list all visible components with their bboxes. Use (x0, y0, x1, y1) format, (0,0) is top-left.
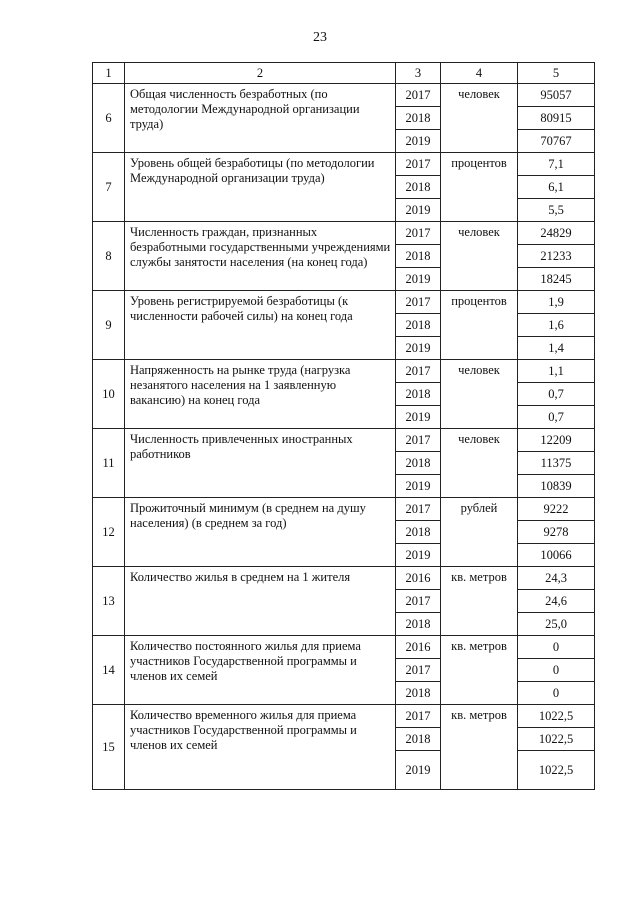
row-number: 14 (93, 636, 125, 705)
page-number: 23 (313, 30, 327, 45)
value-cell: 9278 (518, 521, 595, 544)
value-cell: 11375 (518, 452, 595, 475)
year-cell: 2019 (396, 268, 441, 291)
row-number: 7 (93, 153, 125, 222)
unit-cell: человек (441, 360, 518, 429)
year-cell: 2016 (396, 636, 441, 659)
indicator-name: Численность привлеченных иностранных работников (125, 429, 396, 498)
year-cell: 2017 (396, 360, 441, 383)
row-number: 9 (93, 291, 125, 360)
table-row (93, 705, 595, 728)
row-number: 13 (93, 567, 125, 636)
value-cell: 24829 (518, 222, 595, 245)
table-body (93, 63, 595, 790)
row-number: 8 (93, 222, 125, 291)
value-cell: 0,7 (518, 383, 595, 406)
row-number: 6 (93, 84, 125, 153)
year-cell: 2018 (396, 521, 441, 544)
year-cell: 2016 (396, 567, 441, 590)
value-cell: 6,1 (518, 176, 595, 199)
header-col-1: 1 (93, 63, 125, 84)
value-cell: 70767 (518, 130, 595, 153)
value-cell: 1022,5 (518, 728, 595, 751)
value-cell: 9222 (518, 498, 595, 521)
indicator-name: Количество постоянного жилья для приема участников Государственной программы и членов их семей (125, 636, 396, 705)
indicator-name: Общая численность безработных (по методологии Международной организации труда) (125, 84, 396, 153)
value-cell: 95057 (518, 84, 595, 107)
table-row (93, 429, 595, 452)
year-cell: 2018 (396, 176, 441, 199)
table-row (93, 498, 595, 521)
value-cell: 24,3 (518, 567, 595, 590)
year-cell: 2019 (396, 475, 441, 498)
value-cell: 25,0 (518, 613, 595, 636)
year-cell: 2019 (396, 130, 441, 153)
header-col-2: 2 (125, 63, 396, 84)
value-cell: 1,1 (518, 360, 595, 383)
table-row (93, 222, 595, 245)
header-col-3: 3 (396, 63, 441, 84)
value-cell: 5,5 (518, 199, 595, 222)
header-col-4: 4 (441, 63, 518, 84)
year-cell: 2017 (396, 498, 441, 521)
value-cell: 80915 (518, 107, 595, 130)
unit-cell: кв. метров (441, 567, 518, 636)
table-header-row (93, 63, 595, 84)
year-cell: 2019 (396, 406, 441, 429)
table-row (93, 567, 595, 590)
row-number: 15 (93, 705, 125, 790)
indicator-name: Численность граждан, признанных безработными государственными учреждениями службы занятости населения (на конец года) (125, 222, 396, 291)
indicator-name: Количество временного жилья для приема участников Государственной программы и членов их семей (125, 705, 396, 790)
value-cell: 1,9 (518, 291, 595, 314)
unit-cell: человек (441, 429, 518, 498)
unit-cell: кв. метров (441, 705, 518, 790)
year-cell: 2018 (396, 682, 441, 705)
header-col-5: 5 (518, 63, 595, 84)
value-cell: 10066 (518, 544, 595, 567)
year-cell: 2018 (396, 383, 441, 406)
unit-cell: процентов (441, 153, 518, 222)
year-cell: 2018 (396, 314, 441, 337)
value-cell: 24,6 (518, 590, 595, 613)
year-cell: 2017 (396, 84, 441, 107)
year-cell: 2018 (396, 613, 441, 636)
value-cell: 7,1 (518, 153, 595, 176)
year-cell: 2017 (396, 705, 441, 728)
indicator-name: Прожиточный минимум (в среднем на душу населения) (в среднем за год) (125, 498, 396, 567)
table-row (93, 636, 595, 659)
value-cell: 12209 (518, 429, 595, 452)
year-cell: 2017 (396, 153, 441, 176)
value-cell: 18245 (518, 268, 595, 291)
indicator-name: Количество жилья в среднем на 1 жителя (125, 567, 396, 636)
unit-cell: человек (441, 222, 518, 291)
indicator-name: Уровень общей безработицы (по методологии Международной организации труда) (125, 153, 396, 222)
unit-cell: процентов (441, 291, 518, 360)
row-number: 12 (93, 498, 125, 567)
table-row (93, 291, 595, 314)
value-cell: 0 (518, 682, 595, 705)
value-cell: 10839 (518, 475, 595, 498)
year-cell: 2017 (396, 429, 441, 452)
value-cell: 1022,5 (518, 705, 595, 728)
year-cell: 2017 (396, 291, 441, 314)
value-cell: 0 (518, 659, 595, 682)
indicator-name: Уровень регистрируемой безработицы (к численности рабочей силы) на конец года (125, 291, 396, 360)
year-cell: 2017 (396, 590, 441, 613)
year-cell: 2017 (396, 222, 441, 245)
value-cell: 0,7 (518, 406, 595, 429)
year-cell: 2019 (396, 337, 441, 360)
row-number: 10 (93, 360, 125, 429)
unit-cell: человек (441, 84, 518, 153)
row-number: 11 (93, 429, 125, 498)
unit-cell: рублей (441, 498, 518, 567)
year-cell: 2019 (396, 544, 441, 567)
value-cell: 21233 (518, 245, 595, 268)
value-cell: 1,6 (518, 314, 595, 337)
year-cell: 2018 (396, 452, 441, 475)
year-cell: 2019 (396, 751, 441, 790)
year-cell: 2018 (396, 245, 441, 268)
value-cell: 0 (518, 636, 595, 659)
value-cell: 1,4 (518, 337, 595, 360)
table-row (93, 153, 595, 176)
indicators-table (92, 62, 595, 790)
year-cell: 2018 (396, 728, 441, 751)
indicator-name: Напряженность на рынке труда (нагрузка незанятого населения на 1 заявленную вакансию) на конец года (125, 360, 396, 429)
year-cell: 2017 (396, 659, 441, 682)
year-cell: 2019 (396, 199, 441, 222)
table-row (93, 360, 595, 383)
value-cell: 1022,5 (518, 751, 595, 790)
table-row (93, 84, 595, 107)
year-cell: 2018 (396, 107, 441, 130)
unit-cell: кв. метров (441, 636, 518, 705)
